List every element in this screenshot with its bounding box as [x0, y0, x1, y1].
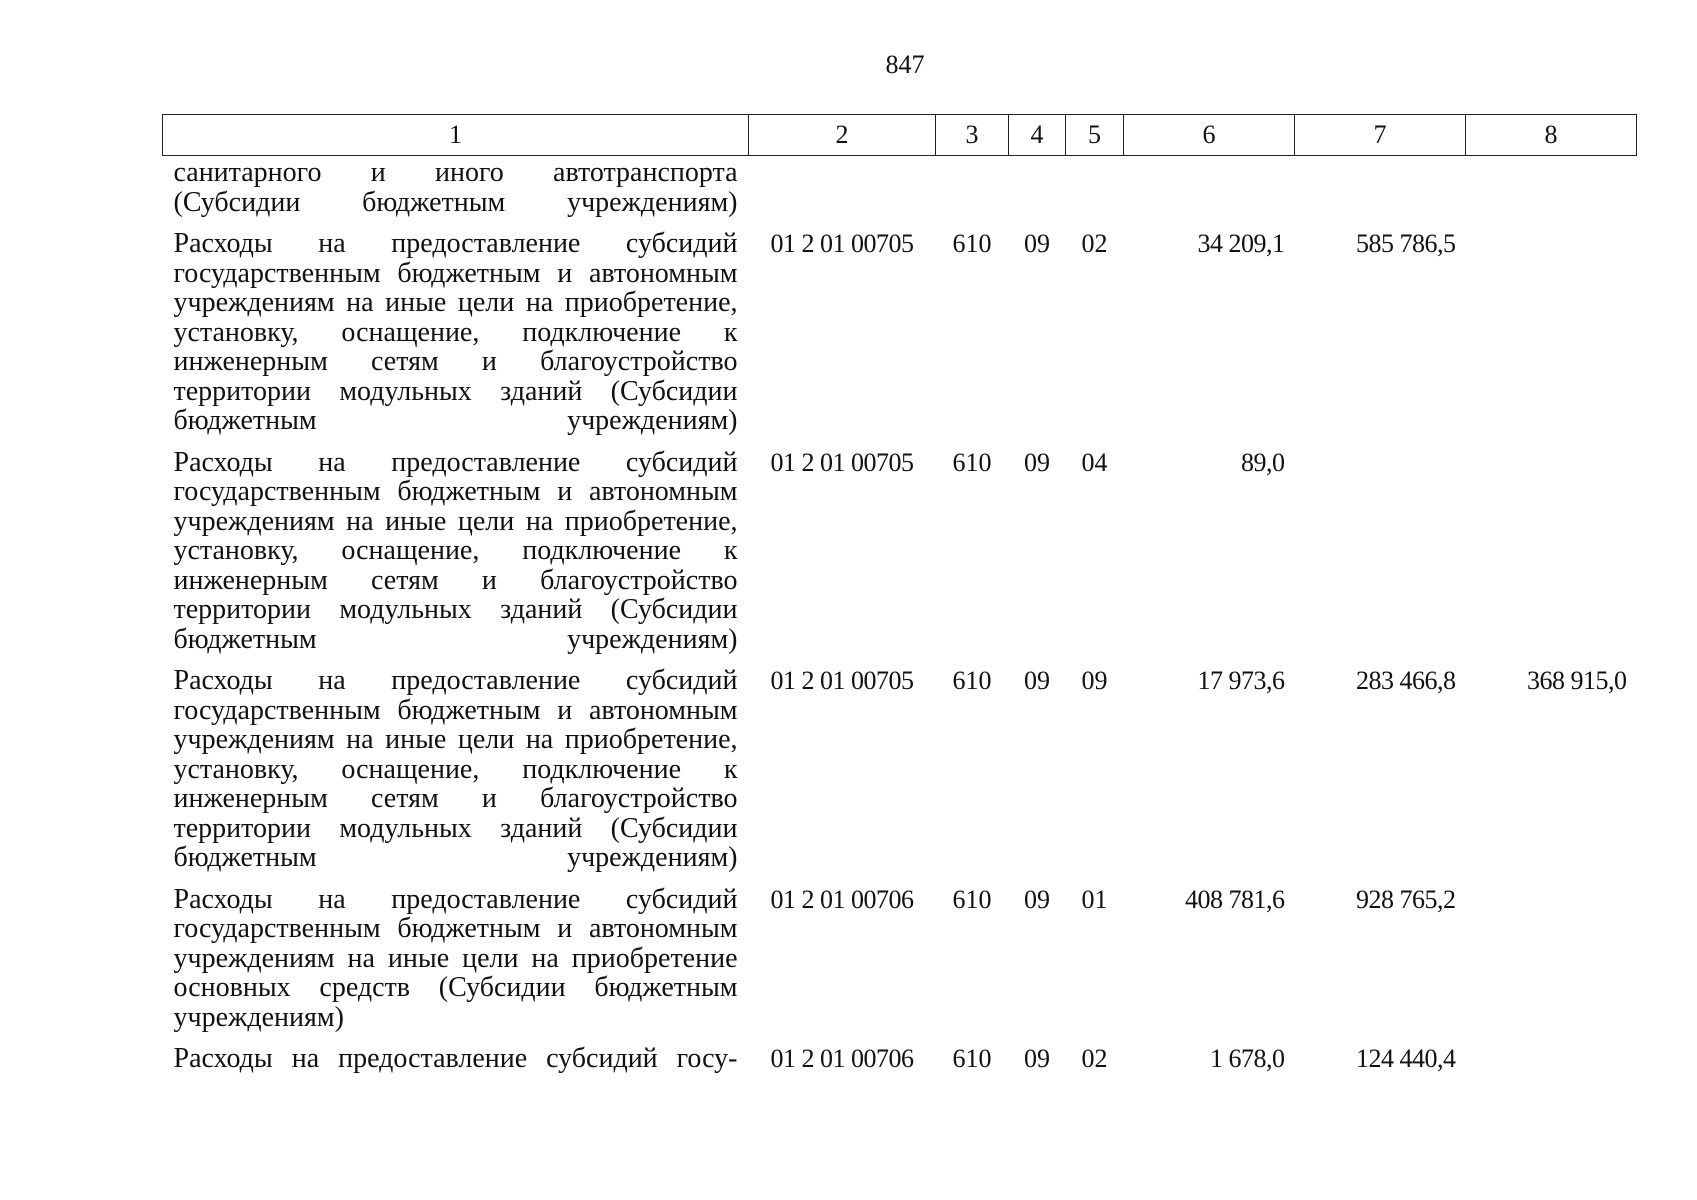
section-code: 09 [1024, 1044, 1050, 1073]
section-code: 09 [1024, 447, 1050, 477]
amount-col-7 [1295, 156, 1466, 230]
amount-col-6: 34 209,1 [1197, 229, 1285, 258]
expense-type: 610 [952, 1044, 992, 1073]
header-row [163, 115, 1637, 156]
budget-table [162, 114, 1637, 1086]
amount-col-8 [1466, 885, 1637, 1045]
row-description: санитарного и иного автотранспорта (Субсидии бюджетным учреждениям) [173, 157, 738, 218]
column-header: 2 [749, 115, 936, 156]
amount-col-6 [1124, 156, 1295, 230]
amount-col-8 [1466, 229, 1637, 448]
expense-type: 610 [952, 884, 992, 914]
column-header: 7 [1295, 115, 1466, 156]
table-row [163, 229, 1637, 448]
expense-type: 610 [952, 229, 992, 258]
target-article-code: 01 2 01 00706 [770, 884, 914, 914]
target-article-code: 01 2 01 00705 [770, 666, 914, 695]
subsection-code: 04 [1081, 447, 1108, 477]
amount-col-7: 928 765,2 [1356, 884, 1456, 914]
amount-col-7: 283 466,8 [1356, 666, 1456, 695]
column-header: 4 [1009, 115, 1066, 156]
table-row [163, 1044, 1637, 1086]
subsection-code: 02 [1081, 1044, 1108, 1073]
table-row [163, 156, 1637, 230]
row-description: Расходы на предоставление субсидий государственным бюджетным и автономным учреждениям на иные цели на приобретение основных средств (Субсидии бюджетным учреждениям) [173, 883, 738, 1033]
target-article-code: 01 2 01 00705 [770, 229, 914, 258]
subsection-code [1066, 156, 1124, 230]
section-code [1009, 156, 1066, 230]
row-description: Расходы на предоставление субсидий госу- [173, 1043, 738, 1074]
table-row [163, 448, 1637, 667]
subsection-code: 02 [1081, 229, 1108, 258]
row-description: Расходы на предоставление субсидий государственным бюджетным и автономным учреждениям на иные цели на приобретение, установку, оснащение, подключение к инженерным сетям и благоустройство территории модульных зданий (Субсидии бюджетным учреждениям) [173, 228, 738, 436]
amount-col-7: 585 786,5 [1356, 229, 1456, 258]
amount-col-7 [1295, 448, 1466, 667]
target-article-code: 01 2 01 00705 [770, 447, 914, 477]
amount-col-8 [1466, 1044, 1637, 1086]
amount-col-6: 1 678,0 [1210, 1044, 1285, 1073]
subsection-code: 09 [1081, 666, 1108, 695]
amount-col-8: 368 915,0 [1527, 666, 1627, 695]
section-code: 09 [1024, 884, 1050, 914]
table-row [163, 885, 1637, 1045]
column-header: 5 [1066, 115, 1124, 156]
amount-col-6: 17 973,6 [1197, 666, 1285, 695]
amount-col-7: 124 440,4 [1356, 1044, 1456, 1073]
page-number: 847 [885, 50, 925, 79]
column-header: 3 [936, 115, 1009, 156]
amount-col-8 [1466, 156, 1637, 230]
subsection-code: 01 [1081, 884, 1108, 914]
target-article-code: 01 2 01 00706 [770, 1044, 914, 1073]
row-description: Расходы на предоставление субсидий государственным бюджетным и автономным учреждениям на иные цели на приобретение, установку, оснащение, подключение к инженерным сетям и благоустройство территории модульных зданий (Субсидии бюджетным учреждениям) [173, 665, 738, 873]
amount-col-6: 408 781,6 [1185, 884, 1285, 914]
amount-col-8 [1466, 448, 1637, 667]
expense-type: 610 [952, 447, 992, 477]
row-description: Расходы на предоставление субсидий государственным бюджетным и автономным учреждениям на иные цели на приобретение, установку, оснащение, подключение к инженерным сетям и благоустройство территории модульных зданий (Субсидии бюджетным учреждениям) [173, 446, 738, 655]
target-article-code [749, 156, 936, 230]
expense-type [936, 156, 1009, 230]
amount-col-6: 89,0 [1241, 447, 1285, 477]
expense-type: 610 [952, 666, 992, 695]
column-header: 1 [163, 115, 749, 156]
column-header: 8 [1466, 115, 1637, 156]
section-code: 09 [1024, 229, 1050, 258]
section-code: 09 [1024, 666, 1050, 695]
table-row [163, 666, 1637, 885]
column-header: 6 [1124, 115, 1295, 156]
